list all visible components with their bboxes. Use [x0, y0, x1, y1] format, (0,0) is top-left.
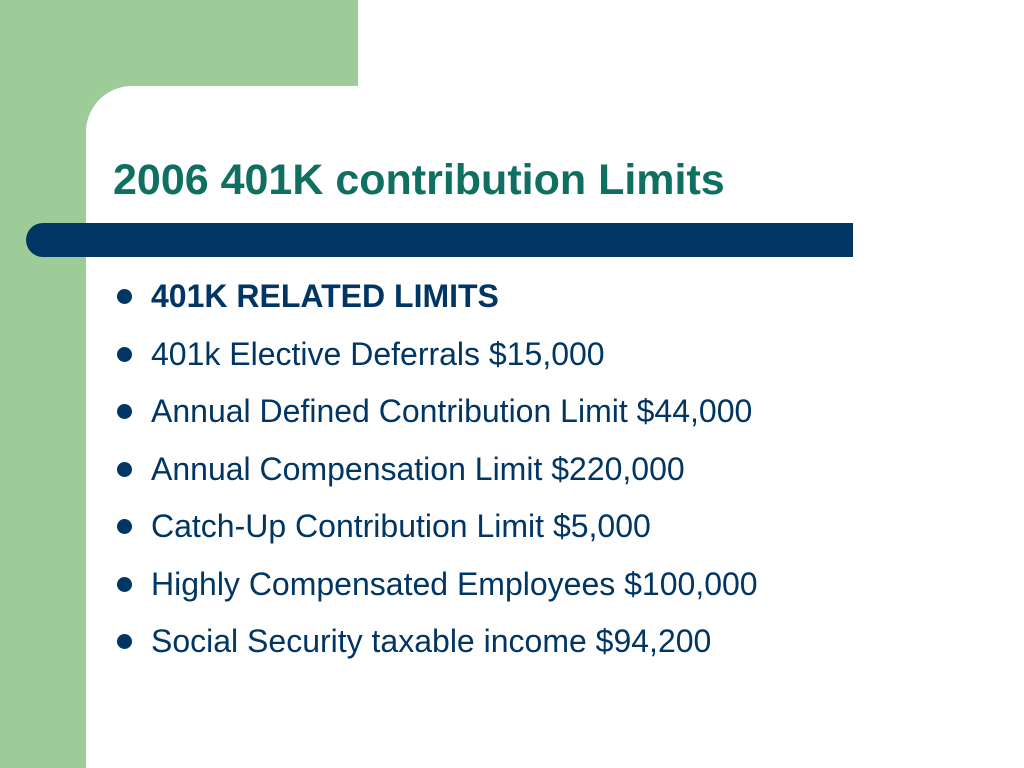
bullet-text: 401K RELATED LIMITS	[151, 278, 499, 315]
bullet-item-defined-contribution-limit	[113, 383, 758, 441]
bullet-text: Annual Defined Contribution Limit $44,000	[151, 393, 753, 430]
bullet-item-highly-compensated	[113, 556, 758, 614]
bullet-dot-icon	[117, 462, 132, 477]
bullet-item-related-limits	[113, 268, 758, 326]
bullet-item-elective-deferrals	[113, 326, 758, 384]
bullet-item-compensation-limit	[113, 441, 758, 499]
bullet-dot-icon	[117, 519, 132, 534]
bullet-dot-icon	[117, 347, 132, 362]
bullet-text: Highly Compensated Employees $100,000	[151, 565, 758, 602]
bullet-text: 401k Elective Deferrals $15,000	[151, 335, 605, 372]
bullet-dot-icon	[117, 577, 132, 592]
bullet-dot-icon	[117, 404, 132, 419]
bullet-list	[113, 268, 758, 671]
title-divider-bar	[26, 223, 853, 257]
bullet-item-catch-up-limit	[113, 498, 758, 556]
bullet-text: Social Security taxable income $94,200	[151, 623, 712, 660]
bullet-dot-icon	[117, 289, 132, 304]
bullet-dot-icon	[117, 634, 132, 649]
slide-title: 2006 401K contribution Limits	[113, 156, 725, 204]
bullet-text: Catch-Up Contribution Limit $5,000	[151, 508, 651, 545]
bullet-text: Annual Compensation Limit $220,000	[151, 450, 685, 487]
bullet-item-social-security	[113, 613, 758, 671]
